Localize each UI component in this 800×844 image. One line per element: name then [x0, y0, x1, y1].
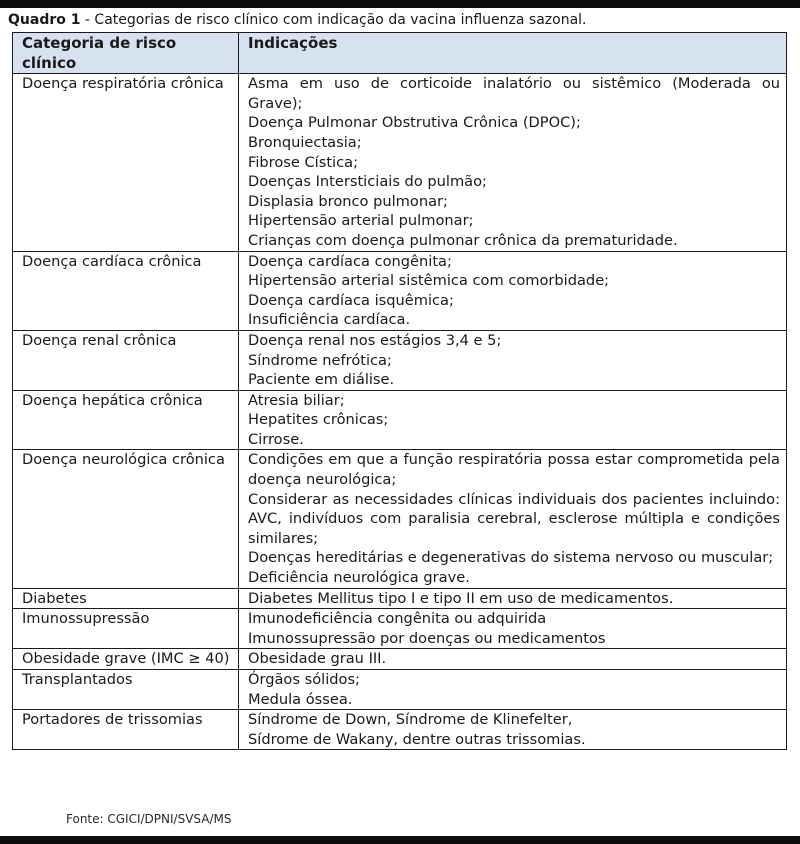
table-row [13, 251, 787, 330]
indications-cell [239, 609, 787, 649]
indication-item: Crianças com doença pulmonar crônica da prematuridade. [248, 231, 678, 249]
indication-item: Doenças hereditárias e degenerativas do sistema nervoso ou muscular; [248, 549, 774, 567]
indication-item: Condições em que a função respiratória possa estar comprometida pela doença neurológica; [248, 451, 780, 489]
indication-item: Síndrome nefrótica; [248, 351, 392, 369]
indication-item: Cirrose. [248, 430, 304, 448]
category-cell: Doença neurológica crônica [13, 450, 239, 588]
indications-cell [239, 330, 787, 390]
header-category: Categoria de risco clínico [13, 33, 239, 74]
table-row [13, 74, 787, 251]
indications-cell [239, 588, 787, 609]
indication-item: Considerar as necessidades clínicas individuais dos pacientes incluindo: AVC, indivíduos com paralisia cerebral, esclerose múltipla e condições similares; [248, 490, 780, 547]
table-row [13, 649, 787, 670]
category-cell: Portadores de trissomias [13, 710, 239, 750]
indication-item: Atresia biliar; [248, 391, 345, 409]
category-cell: Doença hepática crônica [13, 390, 239, 450]
category-cell: Doença cardíaca crônica [13, 251, 239, 330]
table-row [13, 710, 787, 750]
category-cell: Obesidade grave (IMC ≥ 40) [13, 649, 239, 670]
indications-cell [239, 450, 787, 588]
indication-item: Órgãos sólidos; [248, 671, 360, 688]
indication-item: Doença renal nos estágios 3,4 e 5; [248, 331, 502, 349]
caption-label: Quadro 1 [8, 12, 81, 28]
category-cell: Diabetes [13, 588, 239, 609]
category-cell: Doença renal crônica [13, 330, 239, 390]
table-caption [8, 11, 587, 29]
table-row [13, 450, 787, 588]
indication-item: Doença cardíaca isquêmica; [248, 291, 454, 309]
indication-item: Doença Pulmonar Obstrutiva Crônica (DPOC); [248, 114, 581, 132]
indication-item: Insuficiência cardíaca. [248, 311, 411, 329]
indication-item: Asma em uso de corticoide inalatório ou sistêmico (Moderada ou Grave); [248, 75, 780, 112]
caption-text: - Categorias de risco clínico com indicação da vacina influenza sazonal. [80, 12, 587, 28]
indication-item: Hepatites crônicas; [248, 411, 389, 429]
category-cell: Transplantados [13, 670, 239, 710]
indications-cell [239, 710, 787, 750]
header-indications: Indicações [239, 33, 787, 74]
indication-item: Sídrome de Wakany, dentre outras trissomias. [248, 730, 586, 748]
indication-item: Fibrose Cística; [248, 153, 358, 171]
indication-item: Deficiência neurológica grave. [248, 569, 470, 587]
table-header [13, 33, 787, 74]
table-row [13, 588, 787, 609]
indication-item: Doenças Intersticiais do pulmão; [248, 173, 487, 191]
source-note: Fonte: CGICI/DPNI/SVSA/MS [66, 812, 232, 826]
indication-item: Bronquiectasia; [248, 133, 362, 151]
indication-item: Imunossupressão por doenças ou medicamentos [248, 629, 606, 647]
indication-item: Paciente em diálise. [248, 371, 395, 389]
indications-cell [239, 74, 787, 251]
table-body [13, 74, 787, 750]
indication-item: Doença cardíaca congênita; [248, 252, 452, 270]
indications-cell [239, 390, 787, 450]
indication-item: Imunodeficiência congênita ou adquirida [248, 610, 547, 628]
bottom-frame-bar [0, 836, 800, 844]
indication-item: Displasia bronco pulmonar; [248, 192, 448, 210]
indications-cell [239, 251, 787, 330]
indication-item: Hipertensão arterial pulmonar; [248, 212, 474, 230]
indication-item: Medula óssea. [248, 690, 353, 708]
table-row [13, 670, 787, 710]
top-frame-bar [0, 0, 800, 8]
indication-item: Diabetes Mellitus tipo I e tipo II em uso de medicamentos. [248, 589, 674, 607]
table-row [13, 330, 787, 390]
indication-item: Hipertensão arterial sistêmica com comorbidade; [248, 272, 610, 290]
indication-item: Síndrome de Down, Síndrome de Klinefelter, [248, 711, 573, 729]
table-row [13, 390, 787, 450]
risk-category-table [12, 32, 787, 750]
category-cell: Doença respiratória crônica [13, 74, 239, 251]
indications-cell [239, 649, 787, 670]
indication-item: Obesidade grau III. [248, 650, 387, 668]
header-row [13, 33, 787, 74]
table-row [13, 609, 787, 649]
indications-cell [239, 670, 787, 710]
category-cell: Imunossupressão [13, 609, 239, 649]
